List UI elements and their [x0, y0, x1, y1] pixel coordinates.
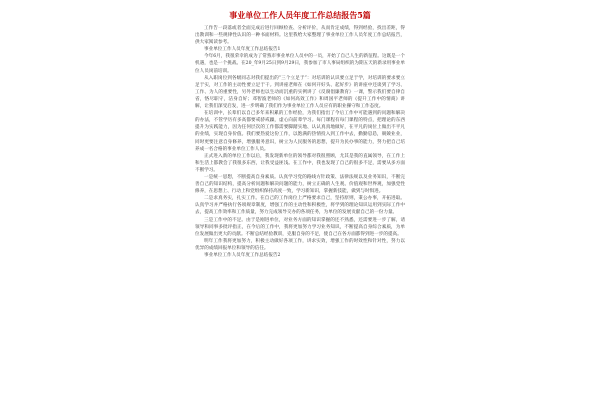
paragraph: 从入职岗位到各级同志对我们提出的“三个立足于”：对培训的认识要立足于学，对培训的要求要立足于实，对工作的主动性要立足于干。到讲座老师在《如何开好头、起好步》的讲座中还谈到了学习、工作、为人的重要性，另外老师也以生动而沉重的实例讲了《反腐倡廉教育》一课，警示我们要自律自省，恪尽职守，洁身自好；邓智波老师的《如何高效工作》和周国平老师的《提升工作中的情商》讲解，让我们深受启发，进一步明确了我们作为事业单位工作人员应有的职业操守和工作态度。 [195, 75, 405, 110]
paragraph-intro: 工作告一段落或者全面完成后进行回顾检查、分析评价，从而肯定成绩，得到经验，找出差距，得出教训和一些规律性认识的一种书面材料。这里我给大家整理了事业单位工作人员年度工作总结报告，供大家阅读参考。 [195, 26, 405, 46]
document-title: 事业单位工作人员年度工作总结报告5篇 [229, 10, 371, 20]
paragraph: 在培训中，长辈们以自己多年来积累的工作经验，为我们指出了今后工作中可能遇到的问题和解决的办法，不管学历有多高都要戒骄戒躁，虚心向前辈学习。每门课程有每门课程的特点，把理论的东西提升为实践能力，因为任何层次的工作都需要脚踏实地、认认真真地做好，在平凡的岗位上做出不平凡的业绩，实现自身价值。我们要热爱这份工作，以饱满的热情投入到工作中去，勤勤恳恳，兢兢业业，同时更要注意自身修养，增强服务意识，树立为人民服务的思想，提升为民办事的能力，努力把自己培养成一名合格的事业单位工作人员。 [195, 111, 405, 152]
paragraph: 一是统一思想，不断提高自身素质。认真学习党的路线方针政策、法律法规以及业务知识，不断完善自己的知识结构，提高分析问题和解决问题的能力，树立正确的人生观、价值观和世界观，加强党性修养，在思想上、行动上和党组织保持高度一致，学习新知识，掌握新技能，做到与时俱进。 [195, 174, 405, 195]
paragraph: 三是工作中的不足。由于是刚进单位，对业务方面的知识掌握的还不熟悉，还需要进一步了解，请领导和同事多批评指正，在今后的工作中，我将更加努力学习业务知识，不断提高自身综合素质，为单位发展做出更大的贡献。不断总结经验教训，克服自身的不足，使自己在各方面都得到进一步的提高。 [195, 217, 405, 237]
section-heading-1: 事业单位工作人员年度工作总结报告1 [204, 47, 281, 53]
document-page [195, 0, 405, 400]
paragraph: 明年工作我将更加努力，积极主动做好各项工作，讲求实效，增强工作的时效性和针对性，努力以优异的成绩回报单位和领导的信任。 [195, 238, 405, 251]
section-heading-2: 事业单位工作人员年度工作总结报告2 [204, 253, 281, 258]
paragraph: 二是求真务实，扎实工作。在自己的工作岗位上严格要求自己，坚持原则，秉公办事，开拓进取。认真学习并严格执行各项规章制度，增强工作的主动性和积极性，将学到的理论知识运用到实际工作中去，提高工作效率和工作质量，努力完成领导交办的各项任务，为单位的发展贡献自己的一份力量。 [195, 196, 405, 216]
paragraph: 今年6月，我很荣幸的成为了常熟市事业单位人员中的一员，开始了自己人生的新征程。这既是一个机遇，也是一个挑战。在20_年9月25日到9月29日，我参加了市人事局组织的为期五天的新录用事业单位人员岗前培训。 [195, 54, 405, 74]
paragraph: 正式进入新的单位工作以后，我发现新单位的领导都对我很照顾，尤其是我的直属领导，在工作上和生活上都教会了我很多东西，让我受益匪浅。在工作中，我也发现了自己的很多不足，需要从多方面不断学习。 [195, 153, 405, 173]
